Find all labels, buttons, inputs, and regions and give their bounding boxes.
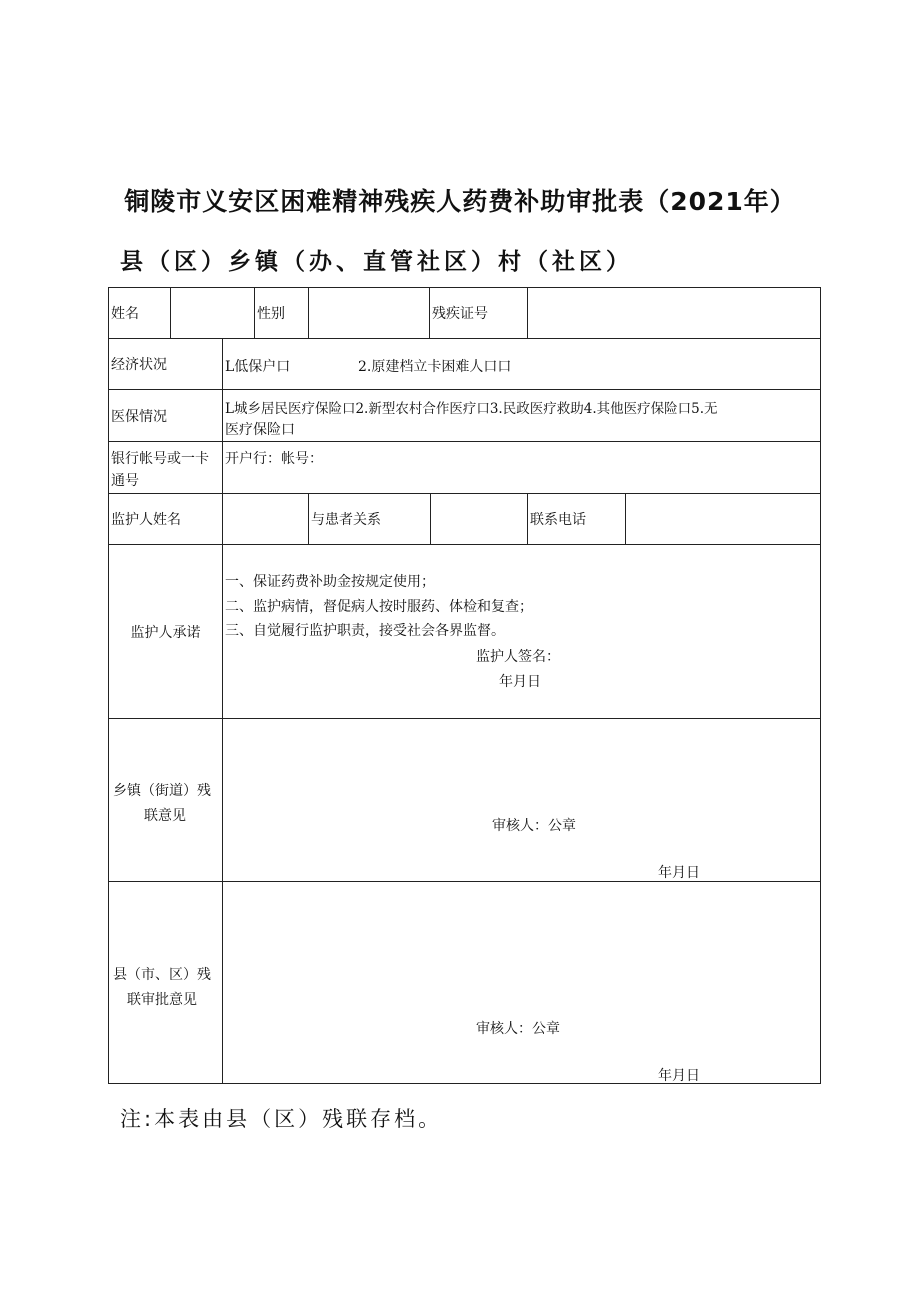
economic-status-options	[223, 339, 820, 389]
page-title: 铜陵市义安区困难精神残疾人药费补助审批表（2021年）	[124, 187, 796, 216]
township-opinion-row	[109, 719, 820, 882]
economic-option-low-income[interactable]: L低保户口	[225, 359, 291, 375]
county-approval-field[interactable]	[223, 882, 820, 1083]
guardian-name-field[interactable]	[223, 494, 309, 544]
guardian-promise-label: 监护人承诺	[109, 545, 223, 718]
guardian-signature[interactable]: 监护人签名：	[476, 649, 560, 665]
page-subtitle: 县（区）乡镇（办、直管社区）村（社区）	[120, 249, 633, 275]
gender-field[interactable]	[309, 288, 430, 338]
guardian-promise-row	[109, 545, 820, 719]
bank-account-content: 开户行：帐号：	[225, 451, 323, 467]
guardian-sign-date: 年月日	[499, 674, 541, 690]
promise-item-2: 二、监护病情，督促病人按时服药、体检和复查；	[225, 599, 533, 615]
name-field[interactable]	[171, 288, 255, 338]
insurance-options-line2[interactable]: 医疗保险口	[225, 422, 295, 438]
bank-account-row	[109, 442, 820, 494]
approval-form-table	[108, 287, 821, 1084]
insurance-label: 医保情况	[109, 390, 223, 441]
economic-option-poverty[interactable]: 2.原建档立卡困难人口口	[358, 359, 512, 375]
insurance-options-line1[interactable]: L城乡居民医疗保险口2.新型农村合作医疗口3.民政医疗救助4.其他医疗保险口5.无	[225, 401, 718, 417]
promise-item-1: 一、保证药费补助金按规定使用；	[225, 574, 435, 590]
disability-cert-label: 残疾证号	[430, 288, 528, 338]
name-label: 姓名	[109, 288, 171, 338]
county-approval-label: 县（市、区）残 联审批意见	[109, 882, 223, 1083]
disability-cert-field[interactable]	[528, 288, 820, 338]
insurance-row	[109, 390, 820, 442]
economic-status-row	[109, 339, 820, 390]
phone-label: 联系电话	[528, 494, 626, 544]
guardian-name-label: 监护人姓名	[109, 494, 223, 544]
county-review-date: 年月日	[658, 1068, 700, 1084]
bank-account-field[interactable]	[223, 442, 820, 493]
county-approval-row	[109, 882, 820, 1083]
relation-field[interactable]	[431, 494, 528, 544]
bank-account-label: 银行帐号或一卡 通号	[109, 442, 223, 493]
relation-label: 与患者关系	[309, 494, 431, 544]
phone-field[interactable]	[626, 494, 820, 544]
township-review-date: 年月日	[658, 865, 700, 881]
footer-note: 注:本表由县（区）残联存档。	[120, 1107, 443, 1131]
guardian-promise-content	[223, 545, 820, 718]
economic-status-label: 经济状况	[109, 339, 223, 389]
basic-info-row	[109, 288, 820, 339]
township-opinion-field[interactable]	[223, 719, 820, 881]
promise-item-3: 三、自觉履行监护职责，接受社会各界监督。	[225, 623, 505, 639]
gender-label: 性别	[255, 288, 309, 338]
township-opinion-label: 乡镇（街道）残 联意见	[109, 719, 223, 881]
insurance-options	[223, 390, 820, 441]
guardian-row	[109, 494, 820, 545]
township-reviewer-seal: 审核人：公章	[492, 818, 576, 834]
county-reviewer-seal: 审核人：公章	[476, 1021, 560, 1037]
